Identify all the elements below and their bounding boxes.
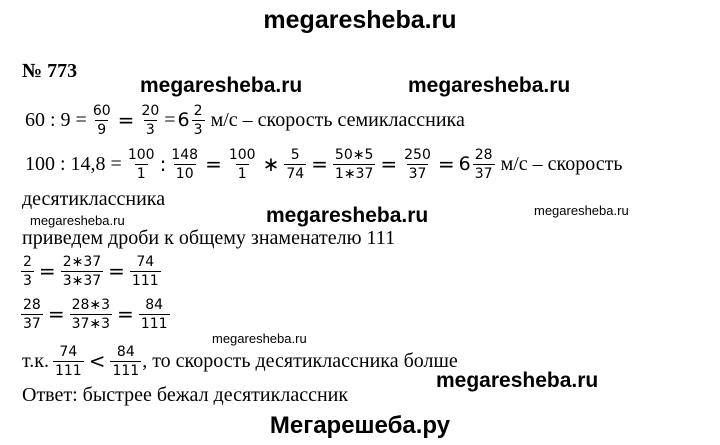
numerator: 74 (59, 343, 78, 360)
fraction (139, 104, 161, 137)
numerator: 84 (145, 296, 164, 313)
numerator: 2 (193, 102, 203, 119)
denominator: 37∗3 (71, 315, 111, 332)
fraction (53, 345, 84, 378)
fraction (130, 255, 161, 288)
site-footer: Мегарешеба.ру (269, 412, 451, 439)
fraction (169, 148, 200, 181)
watermark: megaresheba.ru (408, 74, 571, 97)
denominator: 111 (131, 272, 159, 289)
denominator: 3 (193, 121, 203, 138)
watermark: megaresheba.ru (212, 331, 307, 346)
denominator: 37 (408, 165, 427, 182)
speed-label: м/с – скорость (500, 152, 623, 175)
denominator: 111 (54, 362, 82, 379)
equals-sign: = (311, 152, 328, 176)
fraction (227, 148, 258, 181)
fraction (139, 298, 170, 331)
watermark: megaresheba.ru (266, 204, 429, 227)
watermark: megaresheba.ru (534, 203, 629, 218)
denominator: 111 (140, 315, 168, 332)
comparison-line (22, 340, 461, 382)
fraction-conversion-2 (20, 293, 171, 335)
whole-part: 6 (458, 153, 471, 175)
less-than-sign: < (88, 349, 106, 373)
equals-sign: = (380, 152, 398, 176)
numerator: 250 (404, 146, 431, 163)
equals-sign: = (117, 108, 135, 132)
fraction (473, 148, 495, 181)
mixed-number (178, 104, 206, 137)
numerator: 2∗37 (62, 253, 102, 270)
expr-lhs: 60 : 9 = (25, 108, 87, 131)
fraction (91, 104, 113, 137)
divide-sign: : (159, 152, 167, 176)
denominator: 74 (286, 165, 305, 182)
denominator: 9 (97, 121, 107, 138)
task-number: № 773 (22, 60, 78, 82)
numerator: 20 (141, 102, 160, 119)
denominator: 37 (23, 315, 41, 332)
watermark: megaresheba.ru (436, 369, 599, 392)
fraction (192, 104, 205, 137)
watermark: megaresheba.ru (30, 213, 125, 228)
common-denominator-text: приведем дроби к общему знаменателю 111 (22, 227, 396, 249)
numerator: 5 (290, 146, 300, 163)
denominator: 3 (23, 272, 32, 289)
denominator: 111 (112, 362, 140, 379)
mixed-number (459, 148, 496, 181)
fraction (402, 148, 433, 181)
fraction-conversion-1 (20, 250, 162, 292)
answer-text: Ответ: быстрее бежал десятиклассник (22, 384, 349, 406)
denominator: 1 (237, 165, 247, 182)
fraction (284, 148, 306, 181)
site-header: megaresheba.ru (263, 6, 457, 34)
speed-label-continuation: десятиклассника (22, 188, 166, 210)
numerator: 28∗3 (71, 296, 111, 313)
fraction (333, 148, 375, 181)
numerator: 74 (136, 253, 155, 270)
denominator: 3∗37 (62, 272, 102, 289)
equals-sign: = (205, 152, 222, 176)
fraction (110, 345, 141, 378)
denominator: 1 (136, 165, 146, 182)
equals-sign: = (38, 259, 56, 283)
numerator: 60 (92, 102, 111, 119)
comparison-prefix: т.к. (22, 349, 49, 372)
denominator: 10 (175, 165, 194, 182)
fraction (70, 298, 112, 331)
equals-sign: = (437, 152, 455, 176)
denominator: 37 (474, 165, 493, 182)
fraction (21, 255, 34, 288)
numerator: 28 (23, 296, 41, 313)
speed-seventh-grader-line (22, 100, 468, 140)
numerator: 100 (127, 146, 155, 163)
fraction (21, 298, 43, 331)
numerator: 28 (474, 146, 493, 163)
fraction (126, 148, 157, 181)
numerator: 100 (228, 146, 256, 163)
equals-sign: = (164, 108, 176, 131)
fraction (61, 255, 103, 288)
comparison-text: , то скорость десятиклассника болше (142, 349, 458, 372)
equals-sign: = (108, 259, 125, 283)
expr-lhs: 100 : 14,8 = (25, 152, 122, 175)
denominator: 1∗37 (334, 165, 374, 182)
numerator: 50∗5 (334, 146, 374, 163)
speed-tenth-grader-line (22, 142, 625, 186)
equals-sign: = (47, 302, 65, 326)
numerator: 2 (23, 253, 32, 270)
numerator: 84 (116, 343, 135, 360)
speed-label: м/с – скорость семиклассника (210, 108, 465, 131)
denominator: 3 (145, 121, 155, 138)
equals-sign: = (117, 302, 134, 326)
watermark: megaresheba.ru (140, 74, 303, 97)
numerator: 148 (171, 146, 199, 163)
whole-part: 6 (177, 109, 190, 131)
multiply-sign: ∗ (262, 152, 280, 176)
